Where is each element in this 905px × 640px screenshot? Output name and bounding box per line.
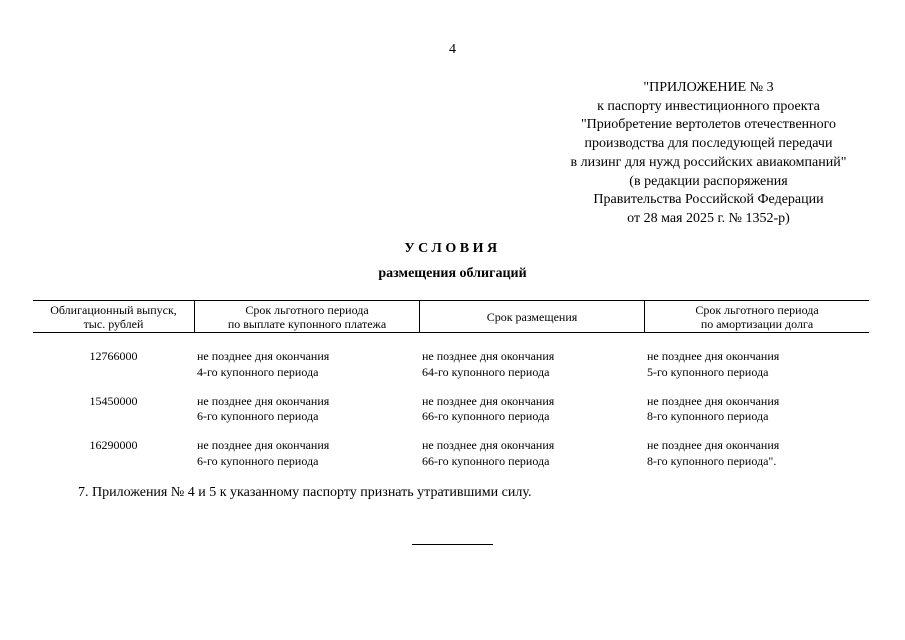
appendix-line: (в редакции распоряжения bbox=[629, 173, 788, 189]
closing-rule bbox=[412, 544, 493, 545]
header-coupon-grace: Срок льготного периода по выплате купонного платежа bbox=[194, 301, 419, 332]
cell-placement: не позднее дня окончания 66-го купонного периода bbox=[422, 438, 555, 468]
appendix-line: "ПРИЛОЖЕНИЕ № 3 bbox=[643, 80, 774, 95]
body-paragraph: 7. Приложения № 4 и 5 к указанному паспорту признать утратившими силу. bbox=[78, 485, 532, 500]
cell-issue: 15450000 bbox=[89, 393, 138, 408]
header-issue: Облигационный выпуск, тыс. рублей bbox=[50, 302, 177, 331]
cell-amortization-grace: не позднее дня окончания 5-го купонного периода bbox=[647, 349, 780, 379]
document-title: УСЛОВИЯ bbox=[404, 241, 501, 256]
page-number: 4 bbox=[449, 42, 456, 57]
appendix-line: Правительства Российской Федерации bbox=[593, 192, 824, 208]
cell-coupon-grace: не позднее дня окончания 6-го купонного периода bbox=[197, 438, 330, 468]
appendix-line: "Приобретение вертолетов отечественного bbox=[580, 117, 837, 133]
appendix-line: в лизинг для нужд российских авиакомпаний" bbox=[570, 154, 847, 170]
cell-placement: не позднее дня окончания 64-го купонного периода bbox=[422, 349, 555, 379]
cell-amortization-grace: не позднее дня окончания 8-го купонного периода". bbox=[647, 438, 780, 468]
header-amortization-grace: Срок льготного периода по амортизации долга bbox=[644, 301, 869, 332]
cell-issue: 12766000 bbox=[89, 349, 138, 363]
cell-coupon-grace: не позднее дня окончания 6-го купонного периода bbox=[197, 393, 330, 423]
document-subtitle: размещения облигаций bbox=[378, 266, 527, 281]
table-header bbox=[33, 300, 869, 333]
header-placement: Срок размещения bbox=[419, 301, 644, 332]
appendix-header bbox=[480, 79, 905, 229]
bond-conditions-table bbox=[33, 300, 869, 483]
cell-issue: 16290000 bbox=[89, 438, 138, 452]
cell-coupon-grace: не позднее дня окончания 4-го купонного периода bbox=[197, 349, 330, 379]
table-row bbox=[33, 438, 869, 483]
cell-placement: не позднее дня окончания 66-го купонного периода bbox=[422, 393, 555, 423]
cell-amortization-grace: не позднее дня окончания 8-го купонного периода bbox=[647, 393, 780, 423]
appendix-line: к паспорту инвестиционного проекта bbox=[597, 98, 820, 114]
appendix-line: от 28 мая 2025 г. № 1352-р) bbox=[627, 210, 790, 226]
appendix-line: производства для последующей передачи bbox=[584, 136, 833, 152]
table-row bbox=[33, 394, 869, 439]
table-row bbox=[33, 349, 869, 394]
